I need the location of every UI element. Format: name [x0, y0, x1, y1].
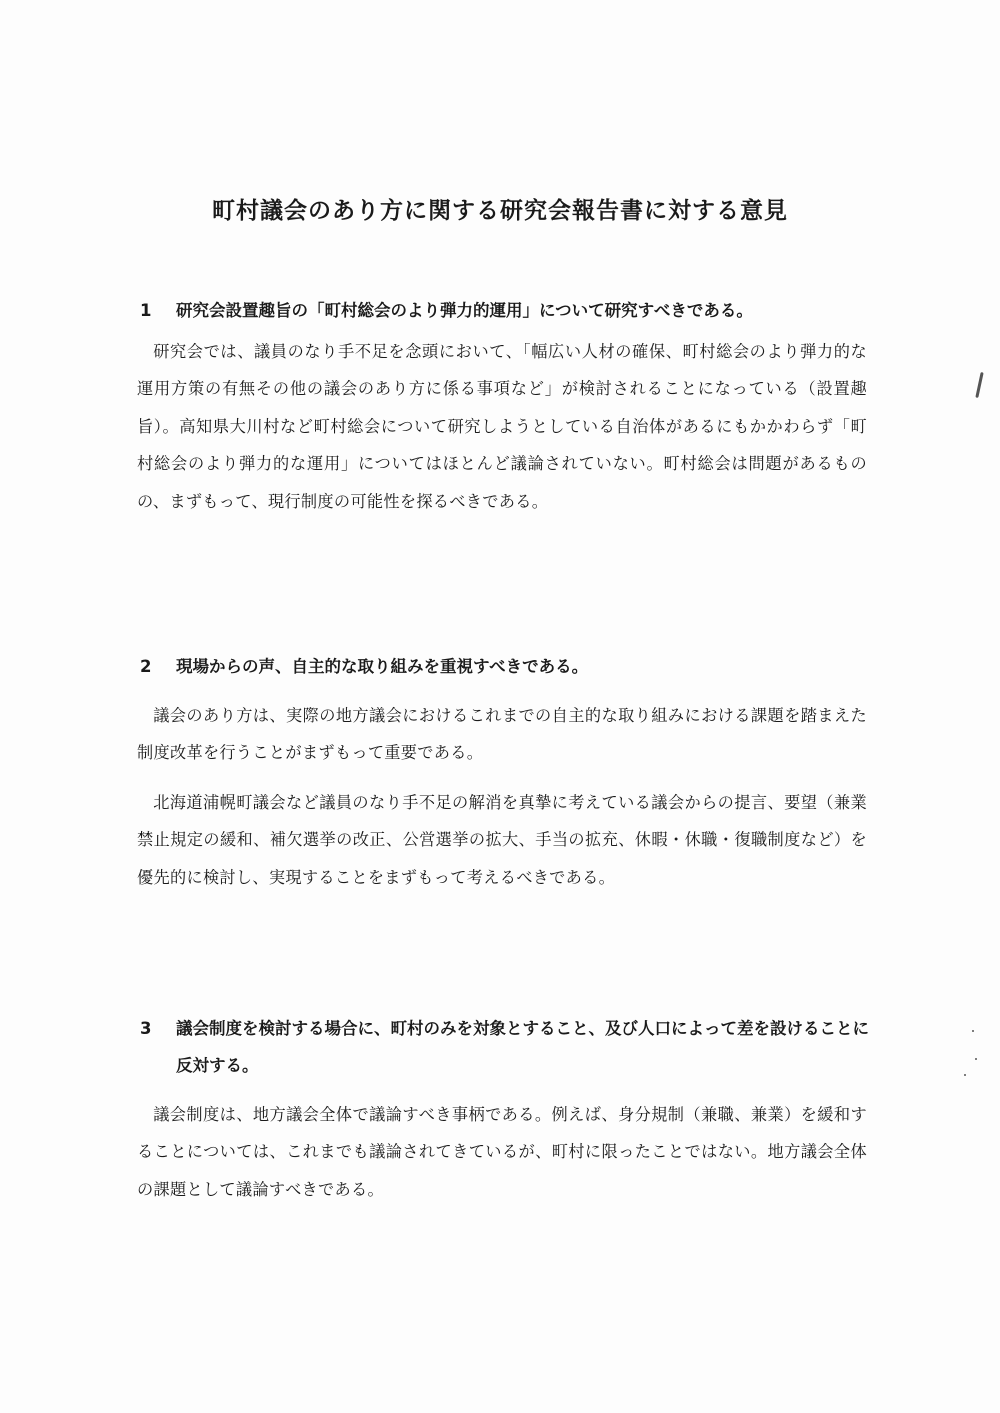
- document-title: 町村議会のあり方に関する研究会報告書に対する意見: [212, 198, 788, 224]
- scan-mark: [975, 372, 983, 398]
- section-number: 1: [140, 301, 152, 320]
- section-2-paragraph-1: 議会のあり方は、実際の地方議会におけるこれまでの自主的な取り組みにおける課題を踏まえた制度改革を行うことがまずもって重要である。: [137, 706, 867, 763]
- section-2-heading: [140, 648, 870, 685]
- section-number: 2: [140, 657, 152, 676]
- section-heading-text: 研究会設置趣旨の「町村総会のより弾力的運用」について研究すべきである。: [176, 301, 753, 320]
- section-3-paragraph-1: 議会制度は、地方議会全体で議論すべき事柄である。例えば、身分規制（兼職、兼業）を緩和することについては、これまでも議論されてきているが、町村に限ったことではない。地方議会全体の課題として議論すべきである。: [137, 1105, 867, 1199]
- section-heading-text: 現場からの声、自主的な取り組みを重視すべきである。: [176, 657, 589, 676]
- section-2-paragraph-2: 北海道浦幌町議会など議員のなり手不足の解消を真摯に考えている議会からの提言、要望（兼業禁止規定の緩和、補欠選挙の改正、公営選挙の拡大、手当の拡充、休暇・休職・復職制度など）を優先的に検討し、実現することをまずもって考えるべきである。: [137, 793, 867, 887]
- section-3-heading: [140, 1010, 870, 1084]
- scan-speck: [964, 1074, 966, 1076]
- section-1-heading: [140, 292, 870, 329]
- section-number: 3: [140, 1019, 152, 1038]
- scan-speck: [975, 1058, 977, 1060]
- section-heading-text: 議会制度を検討する場合に、町村のみを対象とすること、及び人口によって差を設けることに反対する。: [176, 1019, 869, 1075]
- scan-speck: [972, 1030, 974, 1032]
- section-1-paragraph-1: 研究会では、議員のなり手不足を念頭において、「幅広い人材の確保、町村総会のより弾力的な運用方策の有無その他の議会のあり方に係る事項など」が検討されることになっている（設置趣旨）。高知県大川村など町村総会について研究しようとしている自治体があるにもかかわらず「町村総会のより弾力的な運用」についてはほとんど議論されていない。町村総会は問題があるものの、まずもって、現行制度の可能性を探るべきである。: [137, 342, 867, 511]
